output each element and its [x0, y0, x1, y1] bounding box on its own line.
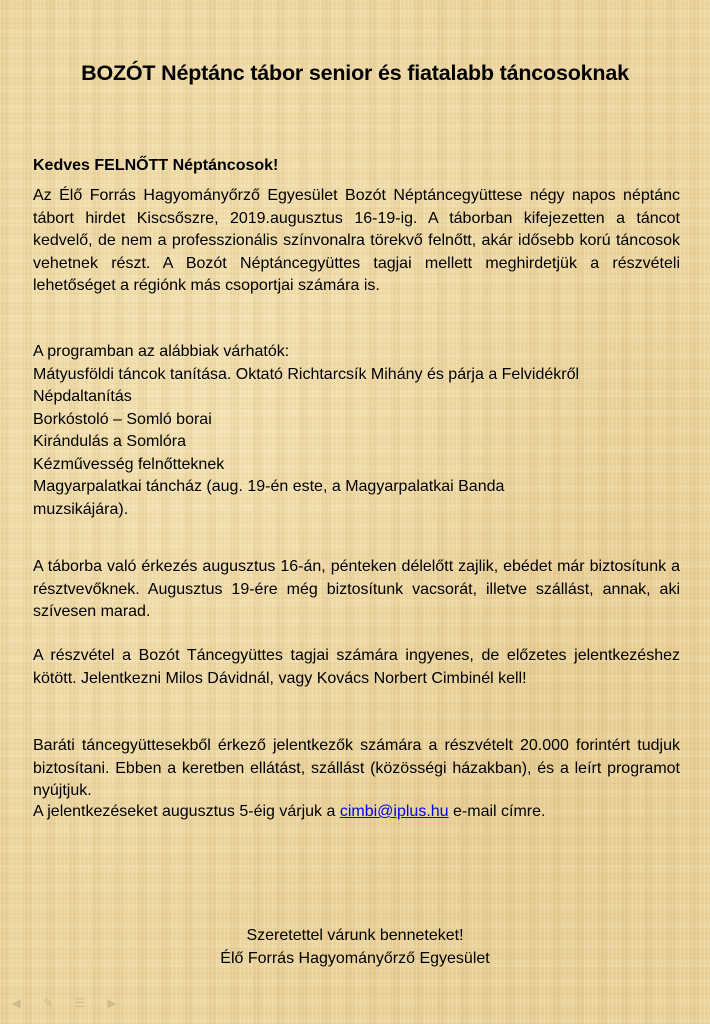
closing-greeting: Szeretettel várunk benneteket! — [246, 927, 464, 944]
program-item: Kézművesség felnőtteknek — [33, 455, 225, 473]
participation-paragraph: A részvétel a Bozót Táncegyüttes tagjai számára ingyenes, de előzetes jelentkezéshez kötött. Jelentkezni Milos Dávidnál, vagy Kovács Norbert Cimbinél kell! — [33, 647, 680, 687]
pen-icon[interactable]: ✎ — [42, 996, 54, 1010]
deadline-line — [33, 801, 545, 824]
arrival-paragraph: A táborba való érkezés augusztus 16-án, pénteken délelőtt zajlik, ebédet már biztosítunk a résztvevőknek. Augusztus 19-ére még biztosítunk vacsorát, illetve szállást, annak, aki szívesen marad. — [33, 558, 680, 620]
closing-signature: Élő Forrás Hagyományőrző Egyesület — [220, 949, 490, 967]
program-item: Népdaltanítás — [33, 388, 132, 405]
deadline-suffix: e-mail címre. — [448, 803, 546, 820]
email-link[interactable]: cimbi@iplus.hu — [339, 803, 449, 820]
closing — [0, 925, 710, 970]
intro-paragraph: Az Élő Forrás Hagyományőrző Egyesület Bozót Néptáncegyüttese négy napos néptánc tábort hirdet Kiscsőszre, 2019.augusztus 16-19-ig. A táborban kifejezetten a táncot kedvelő, de nem a professzionális színvonalra törekvő felnőtt, akár idősebb korú táncosok vehetnek részt. A Bozót Néptáncegyüttes tagjai mellett meghirdetjük a részvételi lehetőséget a régiónk más csoportjai számára is. — [33, 187, 680, 294]
program-item: Borkóstoló – Somló borai — [33, 410, 212, 428]
program-item: Kirándulás a Somlóra — [33, 433, 186, 450]
program-heading: A programban az alábbiak várhatók: — [33, 343, 290, 360]
guests-paragraph: Baráti táncegyüttesekből érkező jelentkezők számára a részvételt 20.000 forintért tudjuk biztosítani. Ebben a keretben ellátást, szállást (közösségi házakban), és a leírt programot nyújtjuk. — [33, 737, 680, 799]
program-item: Mátyusföldi táncok tanítása. Oktató Richtarcsík Mihány és párja a Felvidékről — [33, 365, 580, 383]
page-title: BOZÓT Néptánc tábor senior és fiatalabb táncosoknak — [81, 61, 629, 85]
previous-slide-icon[interactable]: ◀ — [11, 996, 21, 1010]
greeting: Kedves FELNŐTT Néptáncosok! — [33, 157, 279, 174]
program-item: Magyarpalatkai táncház (aug. 19-én este, a Magyarpalatkai Banda — [33, 478, 505, 495]
program-list — [33, 341, 693, 521]
program-item: muzsikájára). — [33, 500, 129, 518]
deadline-text: A jelentkezéseket augusztus 5-éig várjuk a — [33, 803, 340, 820]
next-slide-icon[interactable]: ▶ — [107, 996, 117, 1010]
menu-icon[interactable]: ☰ — [74, 996, 86, 1010]
slideshow-controls — [8, 996, 120, 1010]
